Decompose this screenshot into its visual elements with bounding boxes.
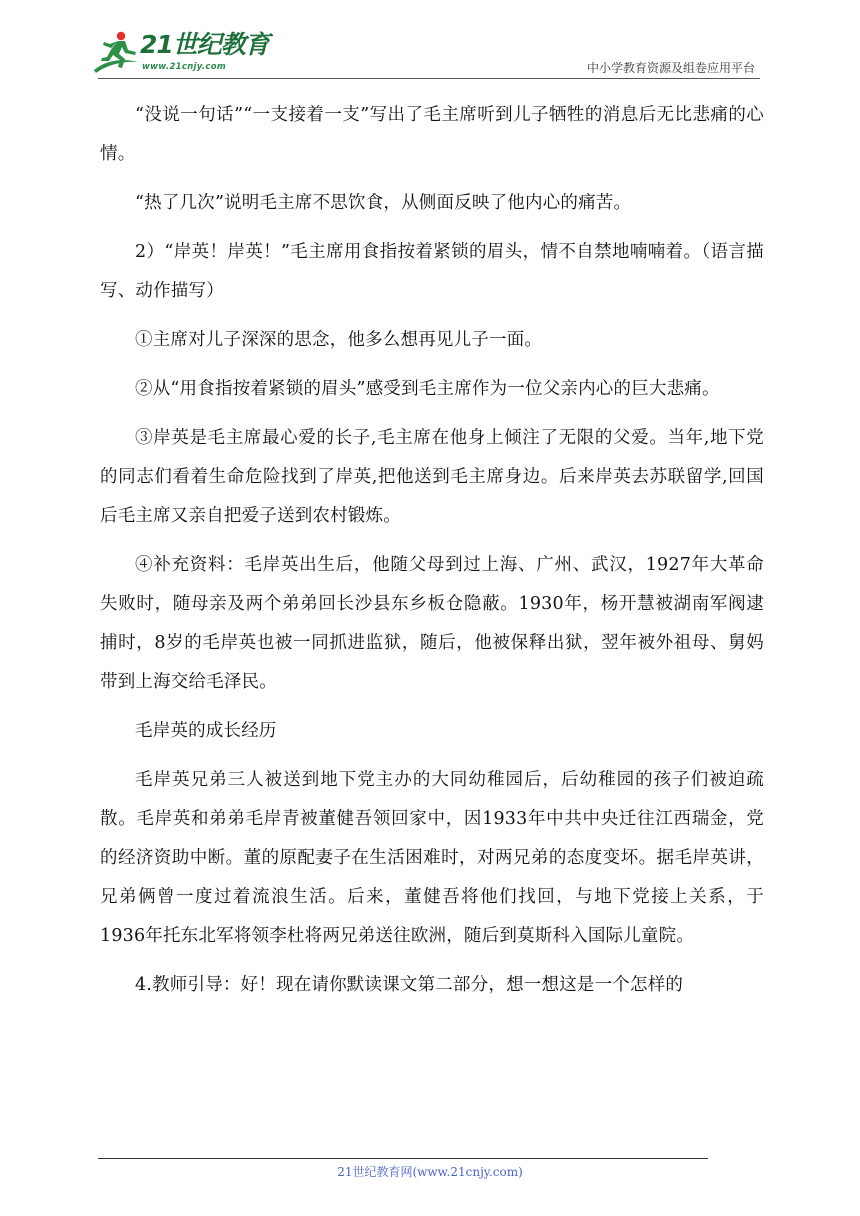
platform-tagline: 中小学教育资源及组卷应用平台 xyxy=(586,61,755,75)
logo-url: www.21cnjy.com xyxy=(142,62,226,72)
footer-divider xyxy=(98,1158,708,1159)
paragraph: ④补充资料：毛岸英出生后，他随父母到过上海、广州、武汉，1927年大革命失败时，随母亲及两个弟弟回长沙县东乡板仓隐蔽。1930年，杨开慧被湖南军阀逮捕时，8岁的毛岸英也被一同抓进监狱，随后，他被保释出狱，翌年被外祖母、舅妈带到上海交给毛泽民。 xyxy=(100,555,764,692)
paragraph: ①主席对儿子深深的思念，他多么想再见儿子一面。 xyxy=(135,330,543,350)
site-logo[interactable] xyxy=(92,30,269,78)
runner-logo-icon xyxy=(92,30,142,76)
page-header xyxy=(0,0,860,82)
paragraph: ③岸英是毛主席最心爱的长子,毛主席在他身上倾注了无限的父爱。当年,地下党的同志们看着生命危险找到了岸英,把他送到毛主席身边。后来岸英去苏联留学,回国后毛主席又亲自把爱子送到农村锻炼。 xyxy=(100,428,764,526)
paragraph: ②从“用食指按着紧锁的眉头”感受到毛主席作为一位父亲内心的巨大悲痛。 xyxy=(135,379,720,399)
section-heading: 毛岸英的成长经历 xyxy=(135,721,277,741)
document-body xyxy=(100,96,764,1015)
logo-text: 21世纪教育 xyxy=(140,30,269,59)
paragraph: 4.教师引导：好！现在请你默读课文第二部分，想一想这是一个怎样的 xyxy=(135,975,684,995)
paragraph: 2）“岸英！岸英！”毛主席用食指按着紧锁的眉头，情不自禁地喃喃着。（语言描写、动作描写） xyxy=(100,242,764,301)
footer-link[interactable]: 21世纪教育网(www.21cnjy.com) xyxy=(337,1165,523,1179)
paragraph: “热了几次”说明毛主席不思饮食，从侧面反映了他内心的痛苦。 xyxy=(135,193,632,213)
paragraph: “没说一句话”“一支接着一支”写出了毛主席听到儿子牺牲的消息后无比悲痛的心情。 xyxy=(100,105,764,164)
paragraph: 毛岸英兄弟三人被送到地下党主办的大同幼稚园后，后幼稚园的孩子们被迫疏散。毛岸英和弟弟毛岸青被董健吾领回家中，因1933年中共中央迁往江西瑞金，党的经济资助中断。董的原配妻子在生活困难时，对两兄弟的态度变坏。据毛岸英讲，兄弟俩曾一度过着流浪生活。后来，董健吾将他们找回，与地下党接上关系，于1936年托东北军将领李杜将两兄弟送往欧洲，随后到莫斯科入国际儿童院。 xyxy=(100,770,764,946)
header-divider xyxy=(98,78,760,79)
